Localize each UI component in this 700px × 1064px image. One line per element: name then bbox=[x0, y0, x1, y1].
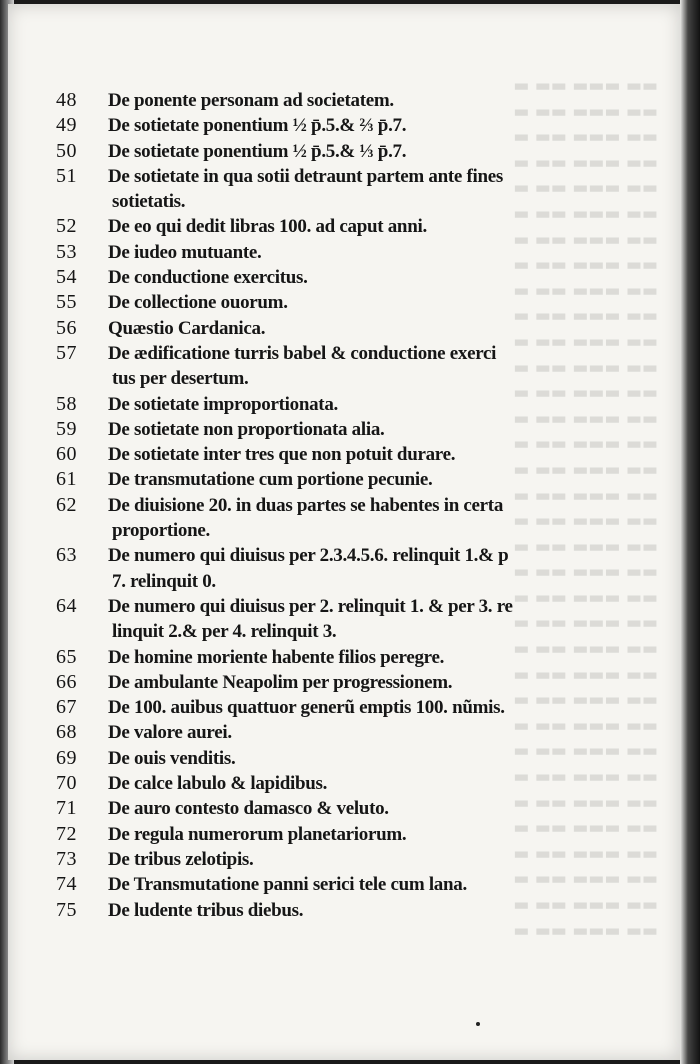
entry-title bbox=[108, 822, 616, 847]
entry-title bbox=[108, 898, 616, 923]
show-through-line: ▬▬ ▬▬▬ ▬▬ ▬ bbox=[513, 920, 658, 941]
entry-number: 63 bbox=[56, 544, 77, 567]
show-through-line: ▬▬ ▬▬▬ ▬▬ ▬ bbox=[513, 459, 658, 480]
entry-title-continuation: linquit 2.& per 4. relinquit 3. bbox=[112, 621, 337, 643]
toc-entry bbox=[56, 417, 616, 442]
entry-title-continuation: sotietatis. bbox=[112, 191, 186, 213]
show-through-line: ▬▬ ▬▬▬ ▬▬ ▬ bbox=[513, 331, 658, 352]
show-through-line: ▬▬ ▬▬▬ ▬▬ ▬ bbox=[513, 357, 658, 378]
entry-number: 62 bbox=[56, 493, 77, 516]
entry-number: 66 bbox=[56, 670, 77, 693]
entry-title-line: De numero qui diuisus per 2. relinquit 1. & per 3. re bbox=[108, 595, 513, 617]
show-through-line: ▬▬ ▬▬▬ ▬▬ ▬ bbox=[513, 869, 658, 890]
entry-number: 71 bbox=[56, 797, 77, 820]
entry-number: 67 bbox=[56, 696, 77, 719]
entry-title bbox=[108, 543, 616, 594]
show-through-line: ▬▬ ▬▬▬ ▬▬ ▬ bbox=[513, 127, 658, 148]
toc-entry bbox=[56, 214, 616, 239]
show-through-line: ▬▬ ▬▬▬ ▬▬ ▬ bbox=[513, 511, 658, 532]
show-through-line: ▬▬ ▬▬▬ ▬▬ ▬ bbox=[513, 767, 658, 788]
show-through-line: ▬▬ ▬▬▬ ▬▬ ▬ bbox=[513, 485, 658, 506]
toc-entry bbox=[56, 771, 616, 796]
show-through-line: ▬▬ ▬▬▬ ▬▬ ▬ bbox=[513, 434, 658, 455]
entry-title bbox=[108, 341, 616, 392]
entry-title-line: De regula numerorum planetariorum. bbox=[108, 823, 407, 845]
entry-title bbox=[108, 695, 616, 720]
entry-title-line: De auro contesto damasco & veluto. bbox=[108, 798, 389, 820]
show-through-line: ▬▬ ▬▬▬ ▬▬ ▬ bbox=[513, 255, 658, 276]
entry-title-line: De ouis venditis. bbox=[108, 747, 236, 769]
page-edge-shadow bbox=[680, 0, 700, 1064]
entry-title bbox=[108, 467, 616, 492]
entry-number: 68 bbox=[56, 721, 77, 744]
entry-number: 52 bbox=[56, 215, 77, 238]
entry-number: 50 bbox=[56, 139, 77, 162]
show-through-line: ▬▬ ▬▬▬ ▬▬ ▬ bbox=[513, 664, 658, 685]
entry-title-line: De sotietate non proportionata alia. bbox=[108, 418, 385, 440]
entry-title-line: De diuisione 20. in duas partes se habentes in certa bbox=[108, 494, 504, 516]
entry-title-line: Quæstio Cardanica. bbox=[108, 317, 266, 339]
entry-title bbox=[108, 392, 616, 417]
entry-title-line: De Transmutatione panni serici tele cum lana. bbox=[108, 874, 467, 896]
entry-number: 59 bbox=[56, 417, 77, 440]
entry-title bbox=[108, 113, 616, 138]
entry-title bbox=[108, 88, 616, 113]
entry-title-line: De ædificatione turris babel & conductione exerci bbox=[108, 342, 497, 364]
toc-entry bbox=[56, 139, 616, 164]
show-through-line: ▬▬ ▬▬▬ ▬▬ ▬ bbox=[513, 306, 658, 327]
toc-entry bbox=[56, 290, 616, 315]
entry-title-line: De ponente personam ad societatem. bbox=[108, 90, 394, 111]
entry-title-line: De sotietate inter tres que non potuit durare. bbox=[108, 444, 456, 466]
show-through-line: ▬▬ ▬▬▬ ▬▬ ▬ bbox=[513, 818, 658, 839]
show-through-line: ▬▬ ▬▬▬ ▬▬ ▬ bbox=[513, 280, 658, 301]
entry-number: 70 bbox=[56, 772, 77, 795]
show-through-line: ▬▬ ▬▬▬ ▬▬ ▬ bbox=[513, 639, 658, 660]
entry-title-line: De ambulante Neapolim per progressionem. bbox=[108, 671, 453, 693]
entry-number: 74 bbox=[56, 873, 77, 896]
toc-entry bbox=[56, 265, 616, 290]
show-through-line: ▬▬ ▬▬▬ ▬▬ ▬ bbox=[513, 792, 658, 813]
toc-entry bbox=[56, 594, 616, 645]
entry-title-line: De tribus zelotipis. bbox=[108, 848, 254, 870]
entry-title bbox=[108, 139, 616, 164]
entry-title-line: De transmutatione cum portione pecunie. bbox=[108, 469, 433, 491]
table-of-contents bbox=[56, 88, 616, 923]
entry-title bbox=[108, 417, 616, 442]
toc-entry bbox=[56, 645, 616, 670]
entry-title bbox=[108, 442, 616, 467]
show-through-line: ▬▬ ▬▬▬ ▬▬ ▬ bbox=[513, 152, 658, 173]
entry-title bbox=[108, 594, 616, 645]
toc-entry bbox=[56, 113, 616, 138]
entry-title-line: De conductione exercitus. bbox=[108, 267, 308, 289]
entry-number: 48 bbox=[56, 89, 77, 111]
show-through-line: ▬▬ ▬▬▬ ▬▬ ▬ bbox=[513, 101, 658, 122]
entry-title-continuation: 7. relinquit 0. bbox=[112, 570, 216, 592]
entry-number: 58 bbox=[56, 392, 77, 415]
toc-entry bbox=[56, 88, 616, 113]
toc-entry bbox=[56, 872, 616, 897]
toc-entry bbox=[56, 898, 616, 923]
toc-entry bbox=[56, 341, 616, 392]
show-through-line: ▬▬ ▬▬▬ ▬▬ ▬ bbox=[513, 741, 658, 762]
entry-title bbox=[108, 796, 616, 821]
toc-entry bbox=[56, 695, 616, 720]
entry-number: 57 bbox=[56, 341, 77, 364]
entry-title bbox=[108, 290, 616, 315]
entry-title-line: De calce labulo & lapidibus. bbox=[108, 773, 328, 795]
show-through-line: ▬▬ ▬▬▬ ▬▬ ▬ bbox=[513, 383, 658, 404]
entry-number: 69 bbox=[56, 746, 77, 769]
show-through-line: ▬▬ ▬▬▬ ▬▬ ▬ bbox=[513, 895, 658, 915]
show-through-line: ▬▬ ▬▬▬ ▬▬ ▬ bbox=[513, 843, 658, 864]
entry-title-line: De iudeo mutuante. bbox=[108, 241, 262, 263]
entry-title-line: De 100. auibus quattuor generũ emptis 100. nũmis. bbox=[108, 697, 505, 719]
toc-entry bbox=[56, 164, 616, 215]
toc-entry bbox=[56, 493, 616, 544]
entry-number: 49 bbox=[56, 114, 77, 137]
entry-number: 73 bbox=[56, 847, 77, 870]
entry-title bbox=[108, 872, 616, 897]
toc-entry bbox=[56, 670, 616, 695]
toc-entry bbox=[56, 442, 616, 467]
show-through-line: ▬▬ ▬▬▬ ▬▬ ▬ bbox=[513, 562, 658, 583]
entry-title bbox=[108, 493, 616, 544]
show-through-line: ▬▬ ▬▬▬ ▬▬ ▬ bbox=[513, 178, 658, 199]
entry-title-line: De sotietate ponentium ½ p̄.5.& ⅓ p̄.7. bbox=[108, 140, 407, 162]
entry-title bbox=[108, 720, 616, 745]
show-through-line: ▬▬ ▬▬▬ ▬▬ ▬ bbox=[513, 613, 658, 634]
entry-title-line: De sotietate in qua sotii detraunt partem ante fines bbox=[108, 165, 503, 187]
entry-title bbox=[108, 265, 616, 290]
toc-entry bbox=[56, 796, 616, 821]
book-page bbox=[8, 4, 680, 1060]
show-through-line: ▬▬ ▬▬▬ ▬▬ ▬ bbox=[513, 203, 658, 224]
show-through-line: ▬▬ ▬▬▬ ▬▬ ▬ bbox=[513, 408, 658, 429]
entry-number: 54 bbox=[56, 266, 77, 289]
show-through-line: ▬▬ ▬▬▬ ▬▬ ▬ bbox=[513, 690, 658, 711]
toc-entry bbox=[56, 543, 616, 594]
toc-entry bbox=[56, 847, 616, 872]
show-through-line: ▬▬ ▬▬▬ ▬▬ ▬ bbox=[513, 229, 658, 250]
show-through-line: ▬▬ ▬▬▬ ▬▬ ▬ bbox=[513, 587, 658, 608]
entry-number: 56 bbox=[56, 316, 77, 339]
entry-title-line: De collectione ouorum. bbox=[108, 292, 288, 314]
entry-title-line: De sotietate ponentium ½ p̄.5.& ⅔ p̄.7. bbox=[108, 115, 407, 137]
show-through-line: ▬▬ ▬▬▬ ▬▬ ▬ bbox=[513, 536, 658, 557]
entry-title bbox=[108, 214, 616, 239]
entry-number: 65 bbox=[56, 645, 77, 668]
show-through-line: ▬▬ ▬▬▬ ▬▬ ▬ bbox=[513, 715, 658, 736]
entry-title-continuation: proportione. bbox=[112, 520, 210, 542]
entry-title-line: De numero qui diuisus per 2.3.4.5.6. relinquit 1.& p bbox=[108, 545, 509, 567]
entry-number: 75 bbox=[56, 898, 77, 921]
entry-title-line: De valore aurei. bbox=[108, 722, 232, 744]
entry-number: 61 bbox=[56, 468, 77, 491]
entry-title bbox=[108, 164, 616, 215]
toc-entry bbox=[56, 822, 616, 847]
entry-title-line: De eo qui dedit libras 100. ad caput anni. bbox=[108, 216, 427, 238]
entry-title bbox=[108, 316, 616, 341]
toc-entry bbox=[56, 316, 616, 341]
show-through-line: ▬▬ ▬▬▬ ▬▬ ▬ bbox=[513, 76, 658, 96]
entry-number: 51 bbox=[56, 164, 77, 187]
entry-title bbox=[108, 847, 616, 872]
entry-title bbox=[108, 240, 616, 265]
entry-title-line: De sotietate improportionata. bbox=[108, 393, 338, 415]
entry-title-continuation: tus per desertum. bbox=[112, 368, 249, 390]
entry-title bbox=[108, 746, 616, 771]
entry-number: 53 bbox=[56, 240, 77, 263]
entry-title-line: De homine moriente habente filios peregre. bbox=[108, 646, 445, 668]
entry-number: 55 bbox=[56, 291, 77, 314]
toc-entry bbox=[56, 467, 616, 492]
toc-entry bbox=[56, 392, 616, 417]
entry-title bbox=[108, 670, 616, 695]
toc-entry bbox=[56, 746, 616, 771]
entry-title bbox=[108, 771, 616, 796]
toc-entry bbox=[56, 240, 616, 265]
entry-number: 60 bbox=[56, 443, 77, 466]
ink-dot bbox=[476, 1022, 480, 1026]
toc-entry bbox=[56, 720, 616, 745]
entry-title-line: De ludente tribus diebus. bbox=[108, 899, 304, 921]
entry-number: 72 bbox=[56, 822, 77, 845]
entry-title bbox=[108, 645, 616, 670]
entry-number: 64 bbox=[56, 594, 77, 617]
